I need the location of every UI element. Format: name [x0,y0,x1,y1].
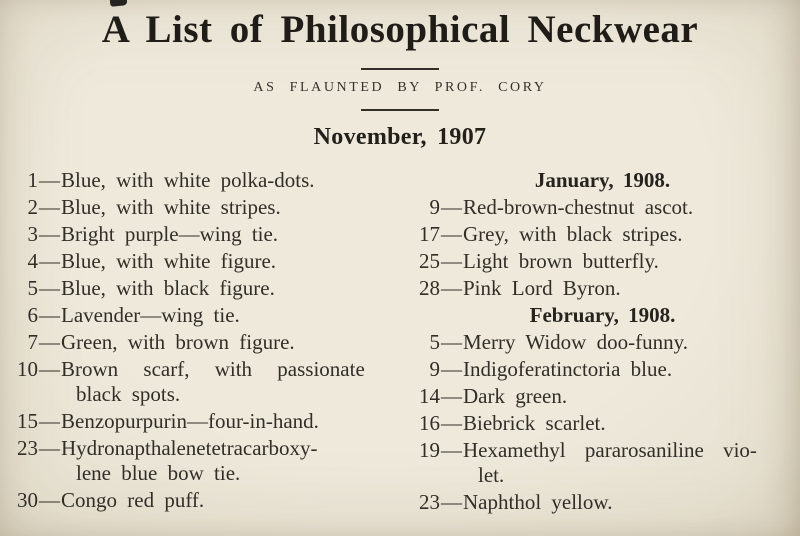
item-text: Pink Lord Byron. [463,276,621,300]
item-number: 9 [429,357,440,381]
list-item [410,195,795,220]
em-dash: — [39,409,60,433]
item-number: 14 [419,384,440,408]
list-item [8,222,396,247]
item-text: Blue, with white figure. [61,249,277,273]
item-text: Biebrick scarlet. [463,411,606,435]
list-item [410,411,795,436]
item-number: 5 [27,276,38,300]
item-number: 7 [27,330,38,354]
item-number: 23 [419,490,440,514]
item-number: 15 [17,409,38,433]
list-item [410,222,795,247]
em-dash: — [39,195,60,219]
list-item [410,490,795,515]
em-dash: — [441,330,462,354]
item-text: Bright purple—wing tie. [61,222,279,246]
item-number: 28 [419,276,440,300]
list-item [8,409,396,434]
em-dash: — [39,330,60,354]
item-number: 10 [17,357,38,381]
list-item [410,330,795,355]
list-item [8,330,396,355]
em-dash: — [441,384,462,408]
em-dash: — [441,222,462,246]
list-item [8,303,396,328]
month-heading-february: February, 1908. [529,303,676,327]
list-item [410,384,795,409]
item-number: 4 [27,249,38,273]
list-item [410,357,795,382]
two-column-list [0,168,800,517]
item-text-continued: lene blue bow tie. [76,461,241,485]
em-dash: — [441,411,462,435]
em-dash: — [441,438,462,462]
em-dash: — [39,436,60,460]
em-dash: — [441,490,462,514]
item-text: Brown scarf, with passionate [61,357,365,381]
em-dash: — [441,195,462,219]
item-number: 23 [17,436,38,460]
divider-rule [361,109,439,111]
item-number: 30 [17,488,38,512]
item-text: Hydronapthalenetetracarboxy- [61,436,318,460]
em-dash: — [39,303,60,327]
divider-rule [361,68,439,70]
item-text: Merry Widow doo-funny. [463,330,688,354]
item-text: Dark green. [463,384,568,408]
item-text-continued: let. [478,463,505,487]
em-dash: — [39,276,60,300]
item-text: Indigoferatinctoria blue. [463,357,673,381]
item-text: Light brown butterfly. [463,249,659,273]
left-column [8,168,396,517]
list-item [8,357,396,407]
em-dash: — [441,249,462,273]
item-text: Naphthol yellow. [463,490,613,514]
month-heading-january: January, 1908. [534,168,671,192]
item-text: Grey, with black stripes. [463,222,683,246]
em-dash: — [39,168,60,192]
item-text: Hexamethyl pararosaniline vio- [463,438,757,462]
em-dash: — [441,357,462,381]
item-text-continued: black spots. [76,382,181,406]
item-number: 3 [27,222,38,246]
item-text: Green, with brown figure. [61,330,295,354]
item-number: 1 [27,168,38,192]
item-text: Lavender—wing tie. [61,303,240,327]
item-number: 6 [27,303,38,327]
month-heading-november: November, 1907 [313,124,487,150]
list-item [8,195,396,220]
item-text: Red-brown-chestnut ascot. [463,195,694,219]
list-item [8,276,396,301]
item-text: Benzopurpurin—four-in-hand. [61,409,319,433]
list-item [8,488,396,513]
list-item [8,168,396,193]
item-text: Congo red puff. [61,488,205,512]
item-number: 19 [419,438,440,462]
item-number: 9 [429,195,440,219]
em-dash: — [39,488,60,512]
item-number: 2 [27,195,38,219]
item-number: 17 [419,222,440,246]
em-dash: — [39,357,60,381]
item-text: Blue, with white stripes. [61,195,281,219]
list-item [410,438,795,488]
page-title: A List of Philosophical Neckwear [101,8,699,51]
em-dash: — [39,249,60,273]
list-item [410,276,795,301]
item-number: 16 [419,411,440,435]
page-header [0,0,800,152]
item-number: 25 [419,249,440,273]
item-text: Blue, with black figure. [61,276,275,300]
list-item [8,249,396,274]
item-text: Blue, with white polka-dots. [61,168,315,192]
right-column [410,168,795,517]
em-dash: — [441,276,462,300]
item-number: 5 [429,330,440,354]
list-item [8,436,396,486]
subtitle: AS FLAUNTED BY PROF. CORY [253,80,547,95]
em-dash: — [39,222,60,246]
list-item [410,249,795,274]
